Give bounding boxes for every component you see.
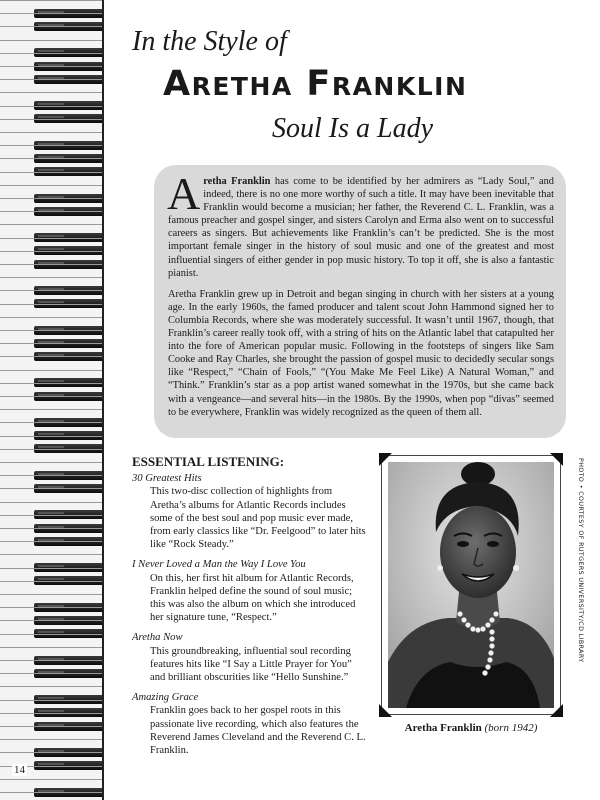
piano-white-key-edge: [0, 13, 102, 14]
essential-listening-heading: ESSENTIAL LISTENING:: [132, 454, 285, 469]
album-title: I Never Loved a Man the Way I Love You: [132, 559, 306, 571]
piano-white-key-edge: [0, 145, 102, 146]
album-description: On this, her first hit album for Atlantic Records, Franklin helped define the sound of soul music; this was also the album on which she introduced her signature tune, “Respect.”: [150, 572, 356, 624]
piano-white-key-edge: [0, 264, 102, 265]
piano-white-key-edge: [0, 462, 102, 463]
piano-white-key-edge: [0, 0, 102, 1]
piano-white-key-edge: [0, 620, 102, 621]
piano-white-key-edge: [0, 554, 102, 555]
piano-white-key-edge: [0, 568, 102, 569]
piano-white-key-edge: [0, 528, 102, 529]
piano-white-key-edge: [0, 343, 102, 344]
piano-white-key-edge: [0, 370, 102, 371]
piano-white-key-edge: [0, 396, 102, 397]
piano-white-key-edge: [0, 792, 102, 793]
piano-white-key-edge: [0, 119, 102, 120]
photo-credit: PHOTO • COURTESY OF RUTGERS UNIVERSITY/CD LIBRARY: [577, 458, 584, 663]
piano-white-key-edge: [0, 502, 102, 503]
album-description: This two-disc collection of highlights from Aretha’s albums for Atlantic Records includes some of the best soul and pop music ever made, from early classics like “Dr. Feelgood” to later hits like “Rock Steady.”: [150, 486, 366, 551]
piano-white-key-edge: [0, 185, 102, 186]
bio-paragraph-1-text: has come to be identified by her admirers as “Lady Soul,” and indeed, there is no one more worthy of such a title. It may have been inevitable that Franklin would become a musician; her father, the Reverend C. L. Franklin, was a famous preacher and gospel singer, and sisters Carolyn and Erma also went on to successful careers as singers. But achievements like Franklin’s can’t be predicted. She is the most important female singer in the history of soul music and one of the greatest and most influential singers of either gender in pop music history. To top it off, she is also a fantastic pianist.: [168, 176, 554, 279]
piano-white-key-edge: [0, 211, 102, 212]
piano-white-key-edge: [0, 224, 102, 225]
piano-white-key-edge: [0, 449, 102, 450]
piano-white-key-edge: [0, 409, 102, 410]
caption-name: Aretha Franklin: [404, 722, 482, 734]
piano-white-key-edge: [0, 673, 102, 674]
piano-white-key-edge: [0, 172, 102, 173]
piano-white-key-edge: [0, 251, 102, 252]
piano-white-key-edge: [0, 304, 102, 305]
piano-white-key-edge: [0, 290, 102, 291]
piano-white-key-edge: [0, 607, 102, 608]
portrait-image: [388, 462, 554, 708]
bio-lead-name: retha Franklin: [203, 176, 271, 187]
piano-keyboard-border: [0, 0, 104, 800]
piano-white-key-edge: [0, 106, 102, 107]
piano-white-key-edge: [0, 634, 102, 635]
subtitle: Soul Is a Lady: [272, 113, 433, 144]
drop-cap: A: [167, 168, 201, 219]
piano-white-key-edge: [0, 581, 102, 582]
piano-white-key-edge: [0, 515, 102, 516]
piano-white-key-edge: [0, 726, 102, 727]
piano-white-key-edge: [0, 238, 102, 239]
album-title: Amazing Grace: [132, 692, 199, 704]
bio-paragraph-1: [167, 168, 554, 280]
piano-white-key-edge: [0, 488, 102, 489]
biography-box: [154, 165, 566, 438]
piano-white-key-edge: [0, 26, 102, 27]
piano-white-key-edge: [0, 53, 102, 54]
piano-white-key-edge: [0, 660, 102, 661]
piano-white-key-edge: [0, 79, 102, 80]
piano-white-key-edge: [0, 277, 102, 278]
bio-paragraph-2: Aretha Franklin grew up in Detroit and began singing in church with her sisters at a young age. In the early 1960s, the famed producer and talent scout John Hammond signed her to Columbia Records, where she was moderately successful. It wasn’t until 1967, though, that Franklin’s career really took off, with a string of hits on the Atlantic label that catapulted her into the fore of American popular music. Following in the footsteps of singers like Sam Cooke and Ray Charles, she brought the passion of gospel music to decidedly secular songs like “Respect,” “Chain of Fools,” “(You Make Me Feel Like) A Natural Woman,” and “Think.” Franklin’s star as a pop artist waned somewhat in the 1970s, but she came back with a vengeance—and several hits—in the 1980s. By the 1990s, when pop “divas” seemed to be everywhere, Franklin was widely recognized as the queen of them all.: [168, 288, 554, 418]
piano-white-key-edge: [0, 686, 102, 687]
piano-white-key-edge: [0, 594, 102, 595]
piano-white-key-edge: [0, 700, 102, 701]
piano-white-key-edge: [0, 132, 102, 133]
album-title: Aretha Now: [132, 632, 183, 644]
artist-photo: [381, 455, 561, 715]
piano-white-key-edge: [0, 752, 102, 753]
piano-white-key-edge: [0, 92, 102, 93]
piano-white-key-edge: [0, 475, 102, 476]
title-kicker: In the Style of: [132, 26, 287, 57]
piano-white-key-edge: [0, 739, 102, 740]
piano-white-key-edge: [0, 383, 102, 384]
album-description: Franklin goes back to her gospel roots in this passionate live recording, which also features the Reverend James Cleveland and the Reverend C. L. Franklin.: [150, 705, 366, 757]
piano-white-key-edge: [0, 40, 102, 41]
essential-listening: [132, 455, 368, 764]
piano-white-key-edge: [0, 713, 102, 714]
piano-white-key-edge: [0, 317, 102, 318]
album-entry: [132, 691, 368, 757]
album-entry: [132, 558, 368, 624]
piano-white-key-edge: [0, 198, 102, 199]
album-title: 30 Greatest Hits: [132, 473, 202, 485]
piano-white-key-edge: [0, 158, 102, 159]
photo-caption: [381, 722, 561, 734]
piano-white-key-edge: [0, 356, 102, 357]
caption-born: (born 1942): [484, 722, 538, 734]
piano-white-key-edge: [0, 541, 102, 542]
piano-white-key-edge: [0, 647, 102, 648]
album-entry: [132, 631, 368, 684]
piano-white-key-edge: [0, 779, 102, 780]
piano-white-key-edge: [0, 436, 102, 437]
piano-white-key-edge: [0, 422, 102, 423]
album-entry: [132, 472, 368, 551]
page-number: 14: [14, 764, 25, 776]
piano-white-key-edge: [0, 66, 102, 67]
album-description: This groundbreaking, influential soul recording features hits like “I Say a Little Prayer for You” and brilliant obscurities like “Hello Sunshine.”: [150, 645, 352, 684]
piano-white-key-edge: [0, 330, 102, 331]
artist-title: Aretha Franklin: [163, 64, 468, 104]
